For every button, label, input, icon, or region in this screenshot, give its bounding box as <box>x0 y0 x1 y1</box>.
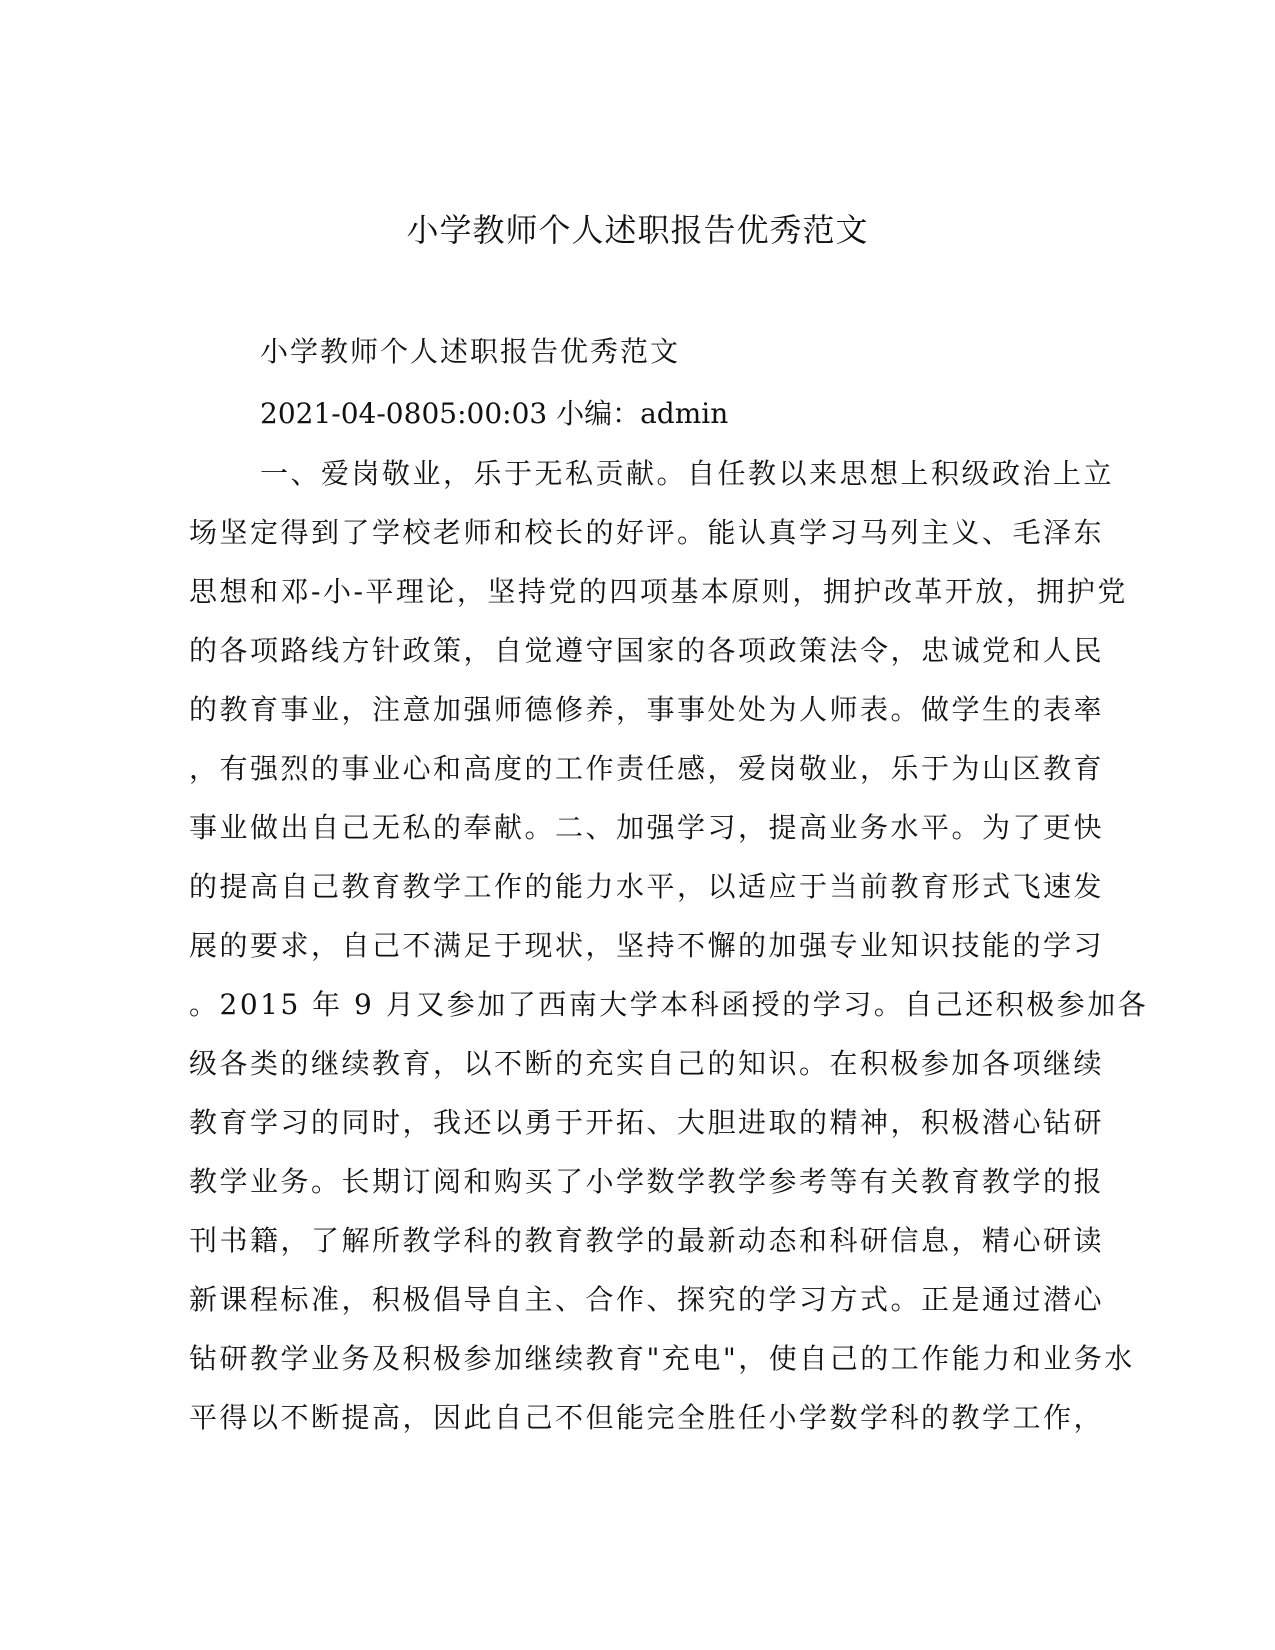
body-line: 钻研教学业务及积极参加继续教育"充电"，使自己的工作能力和业务水 <box>189 1342 1135 1375</box>
body-line: 思想和邓-小-平理论，坚持党的四项基本原则，拥护改革开放，拥护党 <box>189 575 1128 608</box>
document-subtitle: 小学教师个人述职报告优秀范文 <box>260 335 681 368</box>
body-line: 场坚定得到了学校老师和校长的好评。能认真学习马列主义、毛泽东 <box>189 516 1105 549</box>
body-line: 教学业务。长期订阅和购买了小学数学教学参考等有关教育教学的报 <box>189 1165 1105 1198</box>
document-title: 小学教师个人述职报告优秀范文 <box>406 211 869 249</box>
body-line: ，有强烈的事业心和高度的工作责任感，爱岗敬业，乐于为山区教育 <box>189 752 1105 785</box>
body-line: 级各类的继续教育，以不断的充实自己的知识。在积极参加各项继续 <box>189 1047 1105 1080</box>
body-line: 教育学习的同时，我还以勇于开拓、大胆进取的精神，积极潜心钻研 <box>189 1106 1105 1139</box>
body-line: 的提高自己教育教学工作的能力水平，以适应于当前教育形式飞速发 <box>189 870 1105 903</box>
body-line: 新课程标准，积极倡导自主、合作、探究的学习方式。正是通过潜心 <box>189 1283 1105 1316</box>
body-line: 刊书籍，了解所教学科的教育教学的最新动态和科研信息，精心研读 <box>189 1224 1105 1257</box>
body-line: 。2015 年 9 月又参加了西南大学本科函授的学习。自己还积极参加各 <box>189 988 1149 1021</box>
document-meta: 2021-04-0805:00:03 小编：admin <box>260 397 729 430</box>
body-line: 平得以不断提高，因此自己不但能完全胜任小学数学科的教学工作， <box>189 1401 1105 1434</box>
body-line: 一、爱岗敬业，乐于无私贡献。自任教以来思想上积级政治上立 <box>260 457 1115 490</box>
body-line: 事业做出自己无私的奉献。二、加强学习，提高业务水平。为了更快 <box>189 811 1105 844</box>
body-line: 展的要求，自己不满足于现状，坚持不懈的加强专业知识技能的学习 <box>189 929 1105 962</box>
body-line: 的各项路线方针政策，自觉遵守国家的各项政策法令，忠诚党和人民 <box>189 634 1105 667</box>
body-line: 的教育事业，注意加强师德修养，事事处处为人师表。做学生的表率 <box>189 693 1105 726</box>
